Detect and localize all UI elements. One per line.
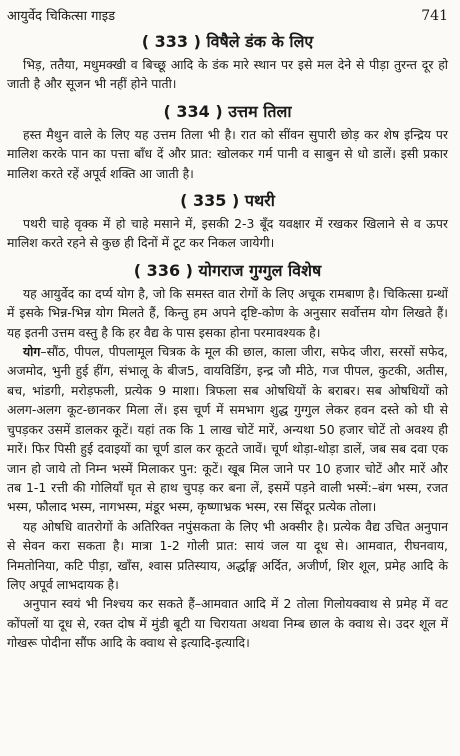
section-heading-335: ( 335 ) पथरी (180, 191, 275, 211)
section-text-335: पथरी चाहे वृक्क में हो चाहे मसाने में, इसकी 2-3 बूँद यवक्षार में रखकर खिलाने से व ऊपर मालिश करते रहने से कुछ ही दिनों में टूट कर निकल जायेगी। (7, 216, 448, 251)
section-heading-333: ( 333 ) विषैले डंक के लिए (141, 32, 314, 51)
anupan-paragraph: अनुपान स्वयं भी निश्चय कर सकते हैं–आमवात आदि में 2 तोला गिलोयक्वाथ से प्रमेह में वट कोंपलों या दूध से, रक्त दोष में मुंडी बूटी या चिरायता अथवा निम्ब छाल के क्वाथ से। उदर शूल में गोखरू पोदीना सौंफ आदि के क्वाथ से इत्यादि-इत्यादि। (7, 596, 448, 651)
section-text-334: हस्त मैथुन वाले के लिए यह उत्तम तिला भी है। रात को सींवन सुपारी छोड़ कर शेष इन्द्रिय पर मालिश करके पान का पत्ता बाँध दें और प्रात: खोलकर गर्म पानी व साबुन से धो डालें। इसी प्रकार मालिश करते रहें अपूर्व शक्ति आ जाती है। (7, 126, 448, 181)
section-heading-336: ( 336 ) योगराज गुग्गुल विशेष (133, 260, 322, 280)
yog-label: योग (23, 344, 41, 360)
recipe-paragraph (7, 342, 448, 517)
page-number: 741 (421, 8, 448, 24)
section-intro-336: यह आयुर्वेद का दर्प्य योग है, जो कि समस्त वात रोगों के लिए अचूक रामबाण है। चिकित्सा ग्रन्थों में इसके भिन्न-भिन्न योग मिलते हैं, किन्तु हम अपने दृष्टि-कोण के अनुसार सर्वोत्तम योग लिखते हैं। यह इतनी उत्तम वस्तु है कि हर वैद्य के पास इसका होना परमावश्यक है। (7, 285, 448, 340)
usage-paragraph: यह ओषधि वातरोगों के अतिरिक्त नपुंसकता के लिए भी अक्सीर है। प्रत्येक वैद्य उचित अनुपान से सेवन करा सकता है। मात्रा 1-2 गोली प्रात: सायं जल या दूध से। आमवात, रीघनवाय, निमतोनिया, कटि पीड़ा, खाँस, श्वास प्रतिस्याय, अर्द्धाङ्ग अर्दित, अजीर्ण, शिर शूल, प्रमेह आदि के लिए अपूर्व लाभदायक है। (7, 518, 448, 592)
section-heading-334: ( 334 ) उत्तम तिला (163, 101, 292, 121)
page-header (7, 4, 448, 24)
section-text-333: भिड़, ततैया, मधुमक्खी व बिच्छू आदि के डंक मारे स्थान पर इसे मल देने से पीड़ा तुरन्त दूर हो जाती है और सूजन भी नहीं होने पाती। (7, 57, 448, 92)
running-title: आयुर्वेद चिकित्सा गाइड (7, 9, 116, 24)
yog-text: –सौंठ, पीपल, पीपलामूल चित्रक के मूल की छाल, काला जीरा, सफेद जीरा, सरसों सफेद, अजमोद, भुनी हुई हींग, संभालू के बीज5, वायविडिंग, इन्द्र जौ मीठे, गज पीपल, कुटकी, अतीस, बच, भांडगी, मरोड़फली, प्रत्येक 9 माशा। त्रिफला सब ओषधियों के बराबर। सब ओषधियों को अलग-अलग कूट-छानकर मिला लें। इस चूर्ण में समभाग शुद्ध गुग्गुल लेकर हवन दस्ते को घी से चुपड़कर उसमें डालकर कूटें। यहां तक कि 1 लाख चोटें मारें, अन्यथा 50 हजार चोटें तो अवश्य ही मारें। फिर पिसी हुई दवाइयों का चूर्ण डाल कर कूटते जावें। चूर्ण थोड़ा-थोड़ा डालें, जब सब दवा एक जान हो जाये तो निम्न भस्में मिलाकर पुन: कूटें। खूब मिल जाने पर 10 हजार चोटें और मारें और तब 1-1 रत्ती की गोलियाँ घृत से हाथ चुपड़ कर बना लें, इसमें पड़ने वाली भस्में:–बंग भस्म, रजत भस्म, फौलाद भस्म, नागभस्म, मंडूर भस्म, कृष्णाभ्रक भस्म, रस सिंदूर प्रत्येक तोला। (7, 344, 448, 515)
